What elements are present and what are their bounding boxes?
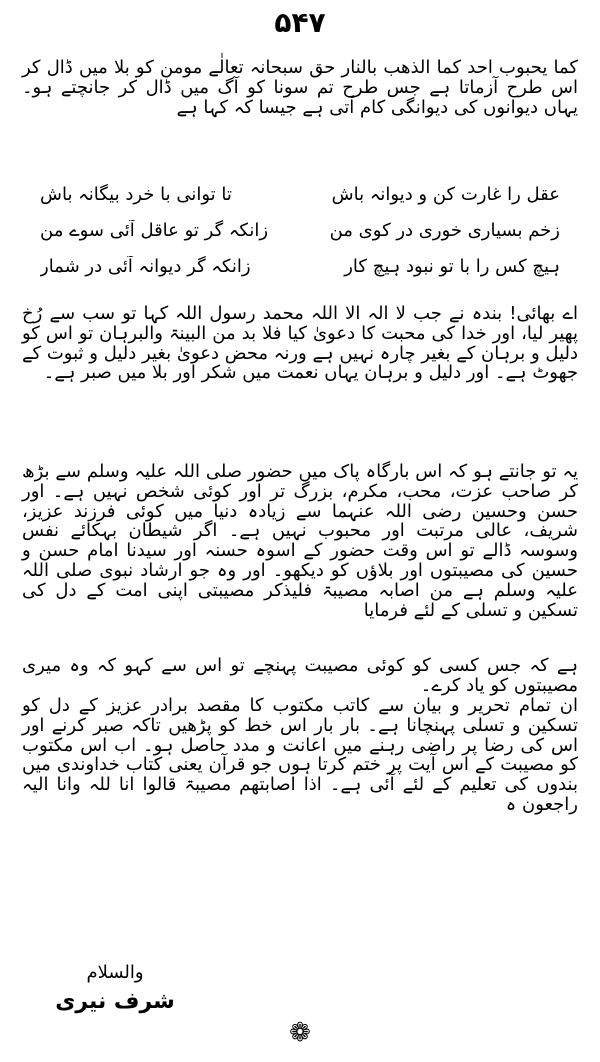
paragraph-5: [22, 696, 578, 934]
poem-row: [40, 212, 560, 248]
persian-poem: [40, 176, 560, 284]
closing-block: [40, 962, 190, 1014]
closing-salutation: والسلام: [86, 962, 144, 983]
page-number: ۵۴۷: [274, 6, 326, 39]
paragraph-5-text: ان تمام تحریر و بیان سے کاتب مکتوب کا مقصد برادر عزیز کے دل کو تسکین و تسلی پہنچانا ہے۔ بار بار اس خط کو پڑھیں تاکہ صبر کرنے اور اس کی رضا پر راضی رہنے میں اعانت و مدد حاصل ہو۔ اب اس مکتوب کو مصیبت کے اس آیت پر ختم کرتا ہوں جو قرآن یعنی کتاب خداوندی میں بندوں کی تعلیم کے لئے آئی ہے۔ اذا اصابتھم مصیبۃ قالوا انا للہ وانا الیہ راجعون ہ: [22, 695, 578, 815]
paragraph-2: [22, 304, 578, 452]
poem-hemistich-right: زخم بسیاری خوری در کوی من: [329, 219, 560, 241]
flower-ornament-icon: ❁: [289, 1018, 311, 1048]
poem-row: [40, 248, 560, 284]
poem-hemistich-left: زانکہ گر دیوانہ آئی در شمار: [40, 255, 251, 277]
poem-hemistich-left: زانکہ گر تو عاقل آئی سوے من: [40, 219, 269, 241]
paragraph-2-text: اے بھائی! بندہ نے جب لا الہ الا اللہ محمد رسول اللہ کہا تو سب سے رُخ پھیر لیا، اور خدا کی محبت کا دعویٰ کیا فلا بد من البینۃ والبرہان تو اس کو دلیل و برہان کے بغیر چارہ نہیں ہے ورنہ محض دعویٰ بغیر دلیل و ثبوت کے جھوٹ ہے۔ اور دلیل و برہان یہاں نعمت میں شکر اور بلا میں صبر ہے۔: [22, 303, 578, 384]
paragraph-4: [22, 655, 578, 696]
paragraph-4-text: ہے کہ جس کسی کو کوئی مصیبت پہنچے تو اس سے کہو کہ وہ میری مصیبتوں کو یاد کرے۔: [22, 655, 578, 696]
paragraph-3-text: یہ تو جانتے ہو کہ اس بارگاہ پاک میں حضور صلی اللہ علیہ وسلم سے بڑھ کر صاحب عزت، محب، مکرم، بزرگ تر اور کوئی شخص نہیں ہے۔ اور حسن وحسین رضی اللہ عنہما سے زیادہ دنیا میں کوئی فرزند عزیز، شریف، عالی مرتبت اور محبوب نہیں ہے۔ اگر شیطان بہکائے نفس وسوسہ ڈالے تو اس وقت حضور کے اسوہ حسنہ اور سیدنا امام حسن و حسین کی مصیبتوں اور بلاؤں کو دیکھو۔ اور وہ جو ارشاد نبوی صلی اللہ علیہ وسلم ہے من اصابہ مصیبۃ فلیذکر مصیبتی اپنی امت کے دل کی تسکین و تسلی کے لئے فرمایا: [22, 461, 578, 621]
paragraph-3: [22, 462, 578, 650]
paragraph-1-text: کما یحبوب احد کما الذھب بالنار حق سبحانہ تعالٰے مومن کو بلا میں ڈال کر اس طرح آزماتا ہے جس طرح تم سونا کو آگ میں ڈال کر جانچتے ہو۔ یہاں دیوانوں کی دیوانگی کام آتی ہے جیسا کہ کہا ہے: [22, 57, 578, 118]
poem-hemistich-right: عقل را غارت کن و دیوانہ باش: [331, 183, 560, 205]
poem-hemistich-right: ہیچ کس را با تو نبود ہیچ کار: [344, 255, 560, 277]
signature: شرف نیری: [55, 989, 175, 1014]
poem-hemistich-left: تا توانی با خرد بیگانہ باش: [40, 183, 232, 205]
poem-row: [40, 176, 560, 212]
paragraph-1: [22, 58, 578, 170]
